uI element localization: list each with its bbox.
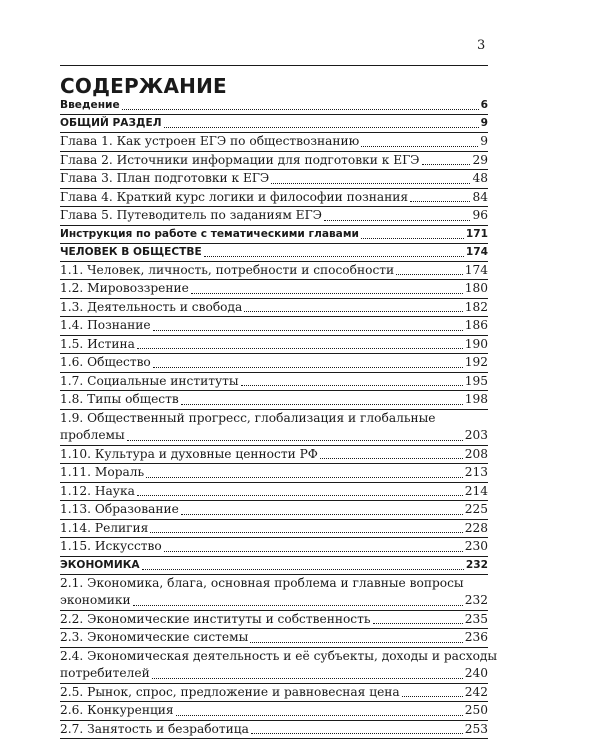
dot-leader [422,164,471,165]
toc-page-number: 180 [464,281,488,295]
dot-leader [127,440,463,441]
dot-leader [142,569,464,570]
header-rule [60,65,488,66]
toc-page-number: 250 [464,703,488,717]
dot-leader [402,696,463,697]
toc-page-number: 228 [464,520,488,535]
toc-entry-label: 2.5. Рынок, спрос, предложение и равновесная цена [60,684,400,699]
toc-entry-label-line1: 2.1. Экономика, блага, основная проблема и главные вопросы [60,575,464,590]
toc-entry-label: Введение [60,99,120,111]
toc-entry-label: проблемы [60,428,125,442]
toc-entry-row[interactable] [60,170,488,189]
toc-entry-label: 1.11. Мораль [60,465,145,479]
toc-page-number: 230 [464,539,488,553]
dot-leader [396,274,463,275]
toc-page-number: 195 [464,373,488,388]
toc-entry-row[interactable] [60,262,488,281]
toc-entry-row[interactable] [60,299,488,318]
toc-page-number: 236 [464,630,488,644]
toc-section-row[interactable] [60,226,488,244]
dot-leader [164,551,463,552]
toc-entry-label: ЭКОНОМИКА [60,558,140,571]
toc-entry-row[interactable] [60,354,488,373]
toc-page-number: 174 [464,262,488,277]
toc-entry-label: 2.2. Экономические институты и собственность [60,611,371,626]
toc-page-number: 84 [472,189,488,204]
toc-entry-row[interactable] [60,721,488,740]
toc-section-row[interactable] [60,97,488,115]
toc-entry-row[interactable] [60,152,488,171]
dot-leader [133,605,463,606]
toc-entry-row[interactable] [60,702,488,721]
toc-entry-row[interactable] [60,629,488,648]
toc-page-number: 192 [464,355,488,369]
toc-page-number: 190 [464,336,488,351]
toc-entry-label: 1.1. Человек, личность, потребности и способности [60,262,395,277]
toc-page-number: 242 [464,684,488,699]
toc-page-number: 186 [464,318,488,332]
dot-leader [146,477,463,478]
dot-leader [271,183,470,184]
dot-leader [410,201,470,202]
toc-entry-label: Глава 5. Путеводитель по заданиям ЕГЭ [60,208,322,222]
toc-entry-row[interactable] [60,446,488,465]
dot-leader [361,146,478,147]
toc-page-number: 174 [465,245,488,258]
toc-entry-label: Глава 4. Краткий курс логики и философии познания [60,189,409,204]
dot-leader [164,127,479,128]
toc-page-number: 6 [480,99,488,111]
toc-entry-row[interactable] [60,373,488,392]
toc-entry-row[interactable] [60,501,488,520]
toc-entry-label: 1.15. Искусство [60,539,162,553]
toc-page-number: 214 [464,483,488,498]
toc-entry-label: Глава 3. План подготовки к ЕГЭ [60,171,270,185]
toc-page-number: 232 [465,558,488,571]
toc-entry-label-line1: 2.4. Экономическая деятельность и её субъекты, доходы и расходы [60,648,498,663]
toc-page-number: 29 [472,152,488,167]
toc-entry-label: 1.7. Социальные институты [60,373,239,388]
toc-page-number: 171 [465,227,488,240]
dot-leader [153,367,463,368]
toc-entry-label: 1.10. Культура и духовные ценности РФ [60,446,318,461]
toc-page-number: 96 [472,208,488,222]
dot-leader [181,404,463,405]
dot-leader [181,514,463,515]
toc-section-row[interactable] [60,115,488,133]
toc-entry-label: 2.7. Занятость и безработица [60,721,249,736]
toc-entry-label: ОБЩИЙ РАЗДЕЛ [60,117,162,129]
dot-leader [241,385,463,386]
toc-entry-row[interactable] [60,575,488,611]
dot-leader [361,238,464,239]
toc-entry-label: 1.3. Деятельность и свобода [60,299,243,314]
dot-leader [153,330,463,331]
dot-leader [250,642,462,643]
toc-entry-row[interactable] [60,336,488,355]
toc-entry-label-line1: 1.9. Общественный прогресс, глобализация и глобальные [60,410,436,425]
toc-entry-label: 2.3. Экономические системы [60,630,249,644]
dot-leader [320,458,463,459]
dot-leader [152,678,463,679]
toc-page-number: 203 [464,428,488,442]
toc-entry-label: ЧЕЛОВЕК В ОБЩЕСТВЕ [60,245,202,258]
toc-entry-label: 1.4. Познание [60,318,151,332]
toc-entry-label: экономики [60,593,131,607]
toc-entry-label: Инструкция по работе с тематическими главами [60,227,359,240]
toc-entry-row[interactable] [60,684,488,703]
dot-leader [137,348,463,349]
toc-entry-row[interactable] [60,317,488,336]
toc-entry-label: 1.8. Типы обществ [60,392,179,406]
toc-entry-label: 1.13. Образование [60,502,179,516]
toc-page-number: 9 [480,134,488,148]
toc-entry-row[interactable] [60,207,488,226]
toc-entry-label: 1.12. Наука [60,483,135,498]
dot-leader [137,495,463,496]
toc-entry-label: 2.6. Конкуренция [60,703,174,717]
toc-page-number: 213 [464,465,488,479]
toc-entry-row[interactable] [60,611,488,630]
toc-entry-label: 1.5. Истина [60,336,135,351]
toc-entry-label: Глава 1. Как устроен ЕГЭ по обществознанию [60,134,360,148]
toc-page-number: 182 [464,299,488,314]
toc-entry-label: Глава 2. Источники информации для подготовки к ЕГЭ [60,152,420,167]
toc-section-row[interactable] [60,557,488,575]
toc-page-number: 9 [480,117,488,129]
toc-entry-row[interactable] [60,391,488,410]
toc-entry-row[interactable] [60,410,488,446]
dot-leader [373,623,463,624]
toc-entry-row[interactable] [60,464,488,483]
page-number: 3 [477,38,486,53]
toc-section-row[interactable] [60,244,488,262]
toc-page-number: 235 [464,611,488,626]
toc-entry-label: 1.2. Мировоззрение [60,281,189,295]
dot-leader [251,733,463,734]
toc-entry-row[interactable] [60,648,498,684]
dot-leader [191,293,463,294]
toc-entry-label: 1.14. Религия [60,520,149,535]
dot-leader [324,220,471,221]
toc-entry-row[interactable] [60,520,488,539]
toc-page-number: 198 [464,392,488,406]
dot-leader [150,532,462,533]
toc-title: СОДЕРЖАНИЕ [60,74,227,98]
dot-leader [204,256,464,257]
toc-page-number: 232 [464,593,488,607]
dot-leader [122,109,479,110]
toc-entry-label: потребителей [60,666,150,680]
toc-page-number: 208 [464,446,488,461]
toc-entry-row[interactable] [60,483,488,502]
toc-page-number: 253 [464,721,488,736]
toc-entry-row[interactable] [60,133,488,152]
toc-entry-row[interactable] [60,280,488,299]
table-of-contents [60,97,498,739]
toc-entry-row[interactable] [60,538,488,557]
toc-page-number: 240 [464,666,488,680]
toc-entry-label: 1.6. Общество [60,355,151,369]
dot-leader [176,715,463,716]
toc-page-number: 225 [464,502,488,516]
toc-entry-row[interactable] [60,189,488,208]
dot-leader [244,311,462,312]
toc-page-number: 48 [472,171,488,185]
